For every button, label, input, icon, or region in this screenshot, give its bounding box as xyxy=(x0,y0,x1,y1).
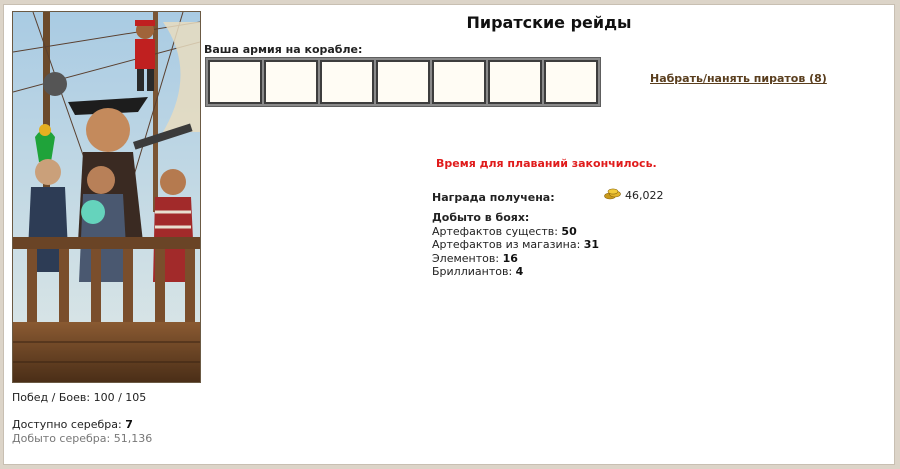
loot-item xyxy=(432,225,599,239)
pirates-artwork xyxy=(12,11,201,383)
army-slot-1[interactable] xyxy=(208,60,262,104)
reward-amount xyxy=(604,188,664,203)
page-title: Пиратские рейды xyxy=(466,13,632,32)
gold-icon xyxy=(604,188,622,203)
silver-mined-label: Добыто серебра: xyxy=(12,432,111,445)
wins-label: Побед / Боев: xyxy=(12,391,91,404)
loot-item-value: 50 xyxy=(561,224,577,238)
main-panel xyxy=(3,4,895,465)
loot-item-value: 4 xyxy=(515,265,524,278)
loot-item xyxy=(432,238,599,252)
loot-item-value: 16 xyxy=(502,251,518,265)
army-slot-3[interactable] xyxy=(320,60,374,104)
silver-available-stat xyxy=(12,418,133,431)
loot-item-label: Бриллиантов: xyxy=(432,265,513,278)
loot-item-label: Элементов: xyxy=(432,251,500,265)
silver-available-label: Доступно серебра: xyxy=(12,418,122,431)
reward-value: 46,022 xyxy=(625,189,664,202)
loot-heading: Добыто в боях: xyxy=(432,211,530,224)
army-slot-5[interactable] xyxy=(432,60,486,104)
silver-mined-stat xyxy=(12,432,152,445)
voyage-time-over-message: Время для плаваний закончилось. xyxy=(436,157,657,170)
silver-mined-value: 51,136 xyxy=(113,432,153,445)
loot-item xyxy=(432,252,599,266)
army-slot-6[interactable] xyxy=(488,60,542,104)
hire-pirates-link[interactable]: Набрать/нанять пиратов (8) xyxy=(650,72,827,85)
loot-item-label: Артефактов существ: xyxy=(432,224,558,238)
wins-value: 100 / 105 xyxy=(93,391,147,404)
army-slot-4[interactable] xyxy=(376,60,430,104)
loot-item xyxy=(432,265,599,279)
wins-stat xyxy=(12,391,146,404)
loot-item-value: 31 xyxy=(583,238,600,251)
army-label: Ваша армия на корабле: xyxy=(204,43,363,56)
army-slot-7[interactable] xyxy=(544,60,598,104)
army-slot-2[interactable] xyxy=(264,60,318,104)
reward-label: Награда получена: xyxy=(432,191,555,204)
army-slots xyxy=(205,57,601,107)
silver-available-value: 7 xyxy=(125,418,133,431)
battle-loot xyxy=(432,211,599,279)
loot-item-label: Артефактов из магазина: xyxy=(432,238,581,251)
